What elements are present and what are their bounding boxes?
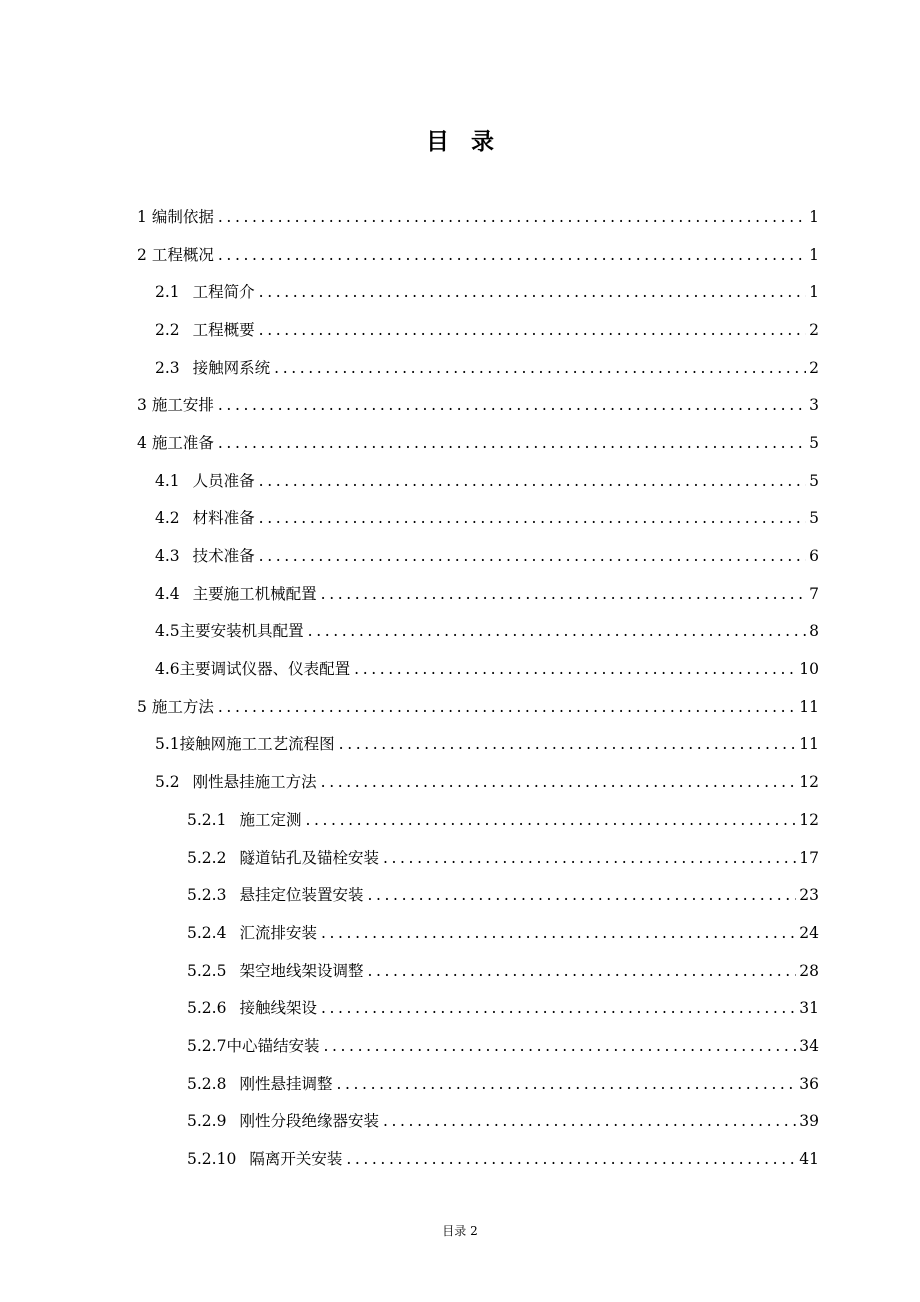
toc-entry-page-number: 34 (799, 1036, 819, 1055)
toc-entry-number: 4 (137, 433, 147, 452)
toc-entry-title: 编制依据 (151, 207, 214, 226)
toc-entry-number: 4.6 (155, 660, 180, 679)
toc-entry-title: 施工准备 (151, 433, 214, 452)
toc-entry-number: 4.5 (155, 622, 180, 641)
toc-entry-4-6[interactable] (0, 650, 920, 688)
toc-entry-2-1[interactable] (0, 273, 920, 311)
toc-entry-number: 2.2 (155, 320, 180, 339)
toc-dot-leader (218, 697, 796, 717)
toc-entry-page-number: 36 (799, 1074, 819, 1093)
toc-entry-page-number: 17 (799, 848, 819, 867)
toc-entry-page-number: 39 (799, 1112, 819, 1131)
toc-entry-2[interactable] (0, 236, 920, 274)
toc-entry-title: 刚性悬挂施工方法 (192, 773, 317, 792)
toc-entry-title: 工程概要 (192, 320, 255, 339)
toc-entry-line (155, 772, 920, 792)
toc-dot-leader (323, 1036, 796, 1056)
page-title: 目录 (426, 128, 516, 155)
toc-entry-title: 施工方法 (151, 697, 214, 716)
toc-entry-line (187, 961, 920, 981)
toc-entry-line (155, 584, 920, 604)
toc-entry-page-number: 41 (799, 1150, 819, 1169)
toc-entry-page-number: 3 (809, 396, 819, 415)
toc-entry-page-number: 8 (809, 622, 819, 641)
toc-entry-title: 主要调试仪器、仪表配置 (179, 660, 351, 679)
toc-entry-line (155, 358, 920, 378)
toc-dot-leader (259, 546, 806, 566)
toc-entry-page-number: 7 (809, 584, 819, 603)
toc-entry-number: 5.2.2 (187, 848, 227, 867)
toc-entry-number: 4.4 (155, 584, 180, 603)
toc-dot-leader (321, 772, 797, 792)
toc-entry-page-number: 12 (799, 773, 819, 792)
toc-entry-title: 施工安排 (151, 396, 214, 415)
toc-entry-line (187, 810, 920, 830)
toc-entry-page-number: 10 (799, 660, 819, 679)
toc-entry-number: 5.2.6 (187, 999, 227, 1018)
toc-entry-title: 架空地线架设调整 (239, 961, 364, 980)
toc-entry-title: 工程简介 (192, 283, 255, 302)
toc-entry-number: 4.1 (155, 471, 180, 490)
toc-entry-1[interactable] (0, 198, 920, 236)
toc-entry-page-number: 11 (799, 735, 819, 754)
page-footer: 目录 2 (442, 1224, 478, 1238)
toc-entry-number: 4.2 (155, 509, 180, 528)
toc-entry-number: 5.2.1 (187, 810, 227, 829)
toc-entry-5-2-7[interactable] (0, 1027, 920, 1065)
toc-entry-5-1[interactable] (0, 726, 920, 764)
toc-entry-page-number: 2 (809, 358, 819, 377)
toc-entry-number: 3 (137, 396, 147, 415)
toc-entry-page-number: 5 (809, 433, 819, 452)
toc-dot-leader (346, 1149, 796, 1169)
toc-entry-5-2-5[interactable] (0, 952, 920, 990)
toc-entry-line (155, 320, 920, 340)
toc-entry-number: 5.2.8 (187, 1074, 227, 1093)
toc-entry-title: 施工定测 (239, 810, 302, 829)
toc-entry-number: 5.2.9 (187, 1112, 227, 1131)
toc-entry-number: 5.2.4 (187, 923, 227, 942)
toc-entry-title: 主要安装机具配置 (179, 622, 304, 641)
toc-entry-line (137, 245, 920, 265)
toc-entry-line (155, 659, 920, 679)
toc-entry-page-number: 11 (799, 697, 819, 716)
toc-entry-page-number: 1 (809, 245, 819, 264)
toc-entry-number: 5.2.7 (187, 1036, 227, 1055)
toc-dot-leader (308, 621, 806, 641)
toc-entry-number: 2.1 (155, 283, 180, 302)
toc-entry-line (187, 1074, 920, 1094)
toc-entry-number: 1 (137, 207, 147, 226)
toc-entry-line (155, 282, 920, 302)
toc-dot-leader (218, 395, 806, 415)
toc-entry-title: 中心锚结安装 (226, 1036, 320, 1055)
toc-dot-leader (321, 998, 796, 1018)
toc-entry-line (187, 848, 920, 868)
toc-entry-title: 隔离开关安装 (249, 1150, 343, 1169)
toc-entry-line (187, 1111, 920, 1131)
toc-entry-page-number: 5 (809, 509, 819, 528)
toc-entry-title: 刚性分段绝缘器安装 (239, 1112, 379, 1131)
toc-entry-title: 材料准备 (192, 509, 255, 528)
toc-entry-number: 5.2.10 (187, 1150, 237, 1169)
toc-entry-number: 5 (137, 697, 147, 716)
toc-entry-line (137, 207, 920, 227)
toc-entry-4-2[interactable] (0, 500, 920, 538)
toc-dot-leader (259, 320, 806, 340)
toc-dot-leader (218, 245, 806, 265)
toc-entry-line (155, 471, 920, 491)
toc-entry-line (137, 433, 920, 453)
toc-entry-4-5[interactable] (0, 613, 920, 651)
toc-entry-number: 5.2 (155, 773, 180, 792)
toc-dot-leader (305, 810, 796, 830)
toc-entry-5-2-1[interactable] (0, 801, 920, 839)
toc-dot-leader (354, 659, 796, 679)
toc-entry-title: 隧道钻孔及锚栓安装 (239, 848, 379, 867)
toc-entry-title: 接触网施工工艺流程图 (179, 735, 335, 754)
toc-entry-line (187, 1036, 920, 1056)
toc-entry-line (187, 885, 920, 905)
toc-entry-5-2-8[interactable] (0, 1065, 920, 1103)
toc-entry-line (137, 395, 920, 415)
toc-dot-leader (259, 282, 806, 302)
toc-entry-page-number: 5 (809, 471, 819, 490)
toc-entry-5-2-9[interactable] (0, 1103, 920, 1141)
table-of-contents (0, 198, 920, 1178)
toc-dot-leader (339, 734, 797, 754)
toc-entry-title: 接触网系统 (192, 358, 271, 377)
toc-dot-leader (274, 358, 806, 378)
toc-dot-leader (367, 885, 796, 905)
toc-dot-leader (367, 961, 796, 981)
toc-entry-5-2-2[interactable] (0, 839, 920, 877)
toc-entry-title: 汇流排安装 (239, 923, 317, 942)
toc-entry-line (187, 923, 920, 943)
toc-entry-title: 悬挂定位装置安装 (239, 886, 364, 905)
toc-entry-title: 接触线架设 (239, 999, 317, 1018)
toc-dot-leader (321, 584, 806, 604)
toc-entry-2-3[interactable] (0, 349, 920, 387)
toc-entry-line (155, 508, 920, 528)
toc-dot-leader (321, 923, 796, 943)
toc-entry-page-number: 28 (799, 961, 819, 980)
toc-entry-page-number: 24 (799, 923, 819, 942)
toc-entry-5-2[interactable] (0, 763, 920, 801)
toc-entry-page-number: 23 (799, 886, 819, 905)
toc-entry-5-2-3[interactable] (0, 876, 920, 914)
toc-entry-4-3[interactable] (0, 537, 920, 575)
toc-dot-leader (383, 1111, 796, 1131)
toc-dot-leader (259, 471, 806, 491)
toc-entry-page-number: 12 (799, 810, 819, 829)
toc-entry-title: 技术准备 (192, 547, 255, 566)
toc-entry-page-number: 1 (809, 283, 819, 302)
toc-entry-title: 人员准备 (192, 471, 255, 490)
toc-entry-line (187, 1149, 920, 1169)
toc-entry-line (137, 697, 920, 717)
toc-entry-line (155, 734, 920, 754)
toc-entry-line (187, 998, 920, 1018)
toc-entry-page-number: 2 (809, 320, 819, 339)
toc-entry-page-number: 31 (799, 999, 819, 1018)
toc-entry-number: 2.3 (155, 358, 180, 377)
toc-entry-5-2-6[interactable] (0, 989, 920, 1027)
toc-entry-5[interactable] (0, 688, 920, 726)
toc-entry-number: 5.2.3 (187, 886, 227, 905)
toc-entry-title: 工程概况 (151, 245, 214, 264)
toc-entry-title: 主要施工机械配置 (192, 584, 317, 603)
toc-dot-leader (259, 508, 806, 528)
toc-entry-5-2-10[interactable] (0, 1140, 920, 1178)
toc-entry-5-2-4[interactable] (0, 914, 920, 952)
toc-entry-4-1[interactable] (0, 462, 920, 500)
toc-entry-number: 5.1 (155, 735, 180, 754)
toc-dot-leader (218, 433, 806, 453)
toc-entry-line (155, 546, 920, 566)
toc-dot-leader (383, 848, 796, 868)
toc-entry-page-number: 6 (809, 547, 819, 566)
toc-entry-number: 4.3 (155, 547, 180, 566)
toc-dot-leader (336, 1074, 796, 1094)
toc-entry-line (155, 621, 920, 641)
toc-entry-2-2[interactable] (0, 311, 920, 349)
toc-entry-4-4[interactable] (0, 575, 920, 613)
toc-entry-number: 2 (137, 245, 147, 264)
toc-entry-number: 5.2.5 (187, 961, 227, 980)
toc-entry-page-number: 1 (809, 207, 819, 226)
toc-entry-3[interactable] (0, 386, 920, 424)
toc-entry-4[interactable] (0, 424, 920, 462)
toc-entry-title: 刚性悬挂调整 (239, 1074, 333, 1093)
toc-dot-leader (218, 207, 806, 227)
